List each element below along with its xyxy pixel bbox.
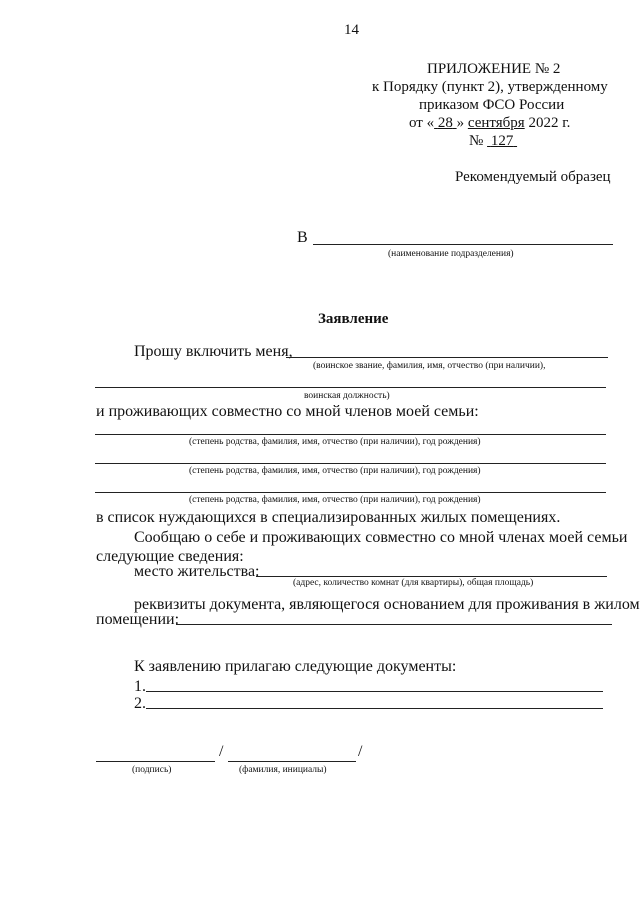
attachment-item-number: 2.	[134, 695, 146, 712]
addressee-prefix: В	[297, 229, 308, 246]
family-member-caption: (степень родства, фамилия, имя, отчество (при наличии), год рождения)	[189, 437, 481, 447]
family-member-line[interactable]	[95, 463, 606, 464]
date-year: 2022 г.	[528, 115, 571, 131]
signature-line[interactable]	[96, 761, 215, 762]
number-value: 127	[490, 133, 514, 149]
family-member-caption: (степень родства, фамилия, имя, отчество (при наличии), год рождения)	[189, 495, 481, 505]
residence-label: место жительства:	[134, 563, 260, 580]
date-day: 28	[437, 115, 453, 131]
residence-caption: (адрес, количество комнат (для квартиры), общая площадь)	[293, 578, 534, 588]
request-text: Прошу включить меня,	[134, 343, 293, 360]
info-text-line1: Сообщаю о себе и проживающих совместно со мной членах моей семьи	[134, 529, 628, 546]
appendix-number	[469, 133, 517, 150]
document-title: Заявление	[318, 311, 389, 327]
date-mid: »	[456, 115, 465, 131]
page-number: 14	[344, 22, 359, 38]
signature-caption: (подпись)	[132, 765, 172, 775]
attachment-item-line[interactable]	[146, 691, 603, 692]
document-details-line2: помещении:	[96, 611, 180, 628]
name-initials-caption: (фамилия, инициалы)	[239, 765, 327, 775]
document-details-line[interactable]	[176, 624, 612, 625]
position-caption: воинская должность)	[304, 391, 390, 401]
attachment-item-number: 1.	[134, 678, 146, 695]
appendix-date	[409, 115, 570, 132]
info-text-line2: следующие сведения:	[96, 548, 244, 565]
recommended-sample: Рекомендуемый образец	[455, 169, 611, 185]
attachment-item-line[interactable]	[146, 708, 603, 709]
list-text: в список нуждающихся в специализированных жилых помещениях.	[96, 509, 561, 526]
rank-name-caption: (воинское звание, фамилия, имя, отчество (при наличии),	[313, 361, 546, 371]
family-text: и проживающих совместно со мной членов моей семьи:	[96, 403, 479, 420]
family-member-line[interactable]	[95, 434, 606, 435]
appendix-title: ПРИЛОЖЕНИЕ № 2	[427, 61, 561, 77]
position-line[interactable]	[95, 387, 606, 388]
rank-name-line[interactable]	[286, 357, 608, 358]
family-member-line[interactable]	[95, 492, 606, 493]
date-month: сентября	[467, 115, 525, 131]
number-prefix: №	[469, 133, 484, 149]
family-member-caption: (степень родства, фамилия, имя, отчество (при наличии), год рождения)	[189, 466, 481, 476]
document-details-line1: реквизиты документа, являющегося основанием для проживания в жилом	[134, 596, 640, 613]
name-initials-line[interactable]	[228, 761, 356, 762]
date-prefix: от «	[409, 115, 435, 131]
addressee-caption: (наименование подразделения)	[388, 249, 514, 259]
signature-slash-left: /	[219, 743, 224, 760]
addressee-line[interactable]	[313, 244, 613, 245]
residence-line[interactable]	[256, 576, 607, 577]
appendix-decree: приказом ФСО России	[419, 97, 565, 113]
appendix-order-ref: к Порядку (пункт 2), утвержденному	[372, 79, 608, 95]
signature-slash-right: /	[358, 743, 363, 760]
attachments-text: К заявлению прилагаю следующие документы:	[134, 658, 457, 675]
